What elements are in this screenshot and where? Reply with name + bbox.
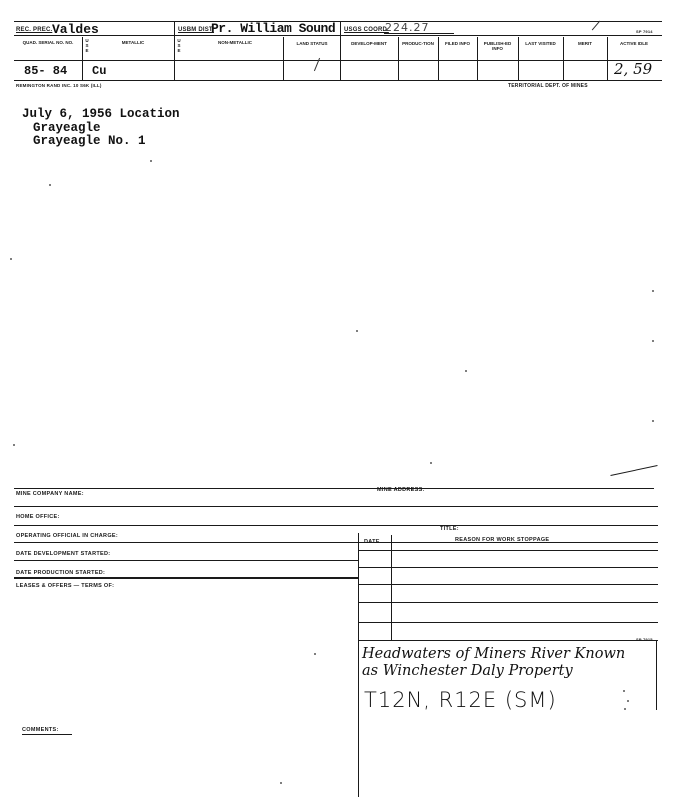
stoppage-rule xyxy=(358,640,658,641)
record-line-3: Grayeagle No. 1 xyxy=(33,134,146,148)
scan-speck xyxy=(465,370,467,372)
header-mid-rule xyxy=(14,35,662,36)
active-idle-value: 2, 59 xyxy=(614,60,653,78)
scan-speck xyxy=(623,690,625,692)
scan-speck xyxy=(627,700,629,702)
col-nonmetallic: NON-METALLIC xyxy=(218,40,252,45)
scan-speck xyxy=(314,653,316,655)
col-production: PRODUC-TION xyxy=(402,41,434,46)
divider xyxy=(340,21,341,80)
stoppage-rule xyxy=(358,622,658,623)
divider xyxy=(398,37,399,80)
col-last-visited: LAST VISITED xyxy=(525,41,556,46)
divider xyxy=(518,37,519,80)
title-label: TITLE: xyxy=(440,526,459,532)
form-code-top: SP 7914 xyxy=(636,29,653,34)
scan-speck xyxy=(13,444,15,446)
usgs-coord-value: 224.27 xyxy=(385,21,430,34)
scan-speck xyxy=(430,462,432,464)
leases-label: LEASES & OFFERS — TERMS OF: xyxy=(16,583,115,589)
col-use-nonmetallic: U S E xyxy=(177,38,181,53)
reason-column-label: REASON FOR WORK STOPPAGE xyxy=(455,537,550,543)
usbm-dist-value: Pr. William Sound xyxy=(211,21,336,36)
date-development-label: DATE DEVELOPMENT STARTED: xyxy=(16,551,111,557)
agency-label: TERRITORIAL DEPT. OF MINES xyxy=(508,83,588,89)
rec-prec-label: REC. PREC. xyxy=(16,27,53,33)
col-land-status: LAND STATUS xyxy=(296,41,328,46)
divider xyxy=(477,37,478,80)
form-rule xyxy=(14,542,658,543)
record-line-2: Grayeagle xyxy=(33,121,101,135)
header-top-rule xyxy=(14,21,662,22)
form-rule xyxy=(14,488,654,489)
col-use-metallic: U S E xyxy=(85,38,89,53)
scan-speck xyxy=(49,184,51,186)
col-merit: MERIT xyxy=(578,41,592,46)
scan-speck xyxy=(652,290,654,292)
divider xyxy=(283,37,284,80)
torn-edge-line xyxy=(610,465,657,476)
divider xyxy=(82,37,83,80)
quad-serial-value: 85- 84 xyxy=(24,64,68,78)
date-column-label: DATE xyxy=(364,539,380,545)
usgs-coord-label: USGS COORD. xyxy=(344,27,389,33)
header-row-rule xyxy=(14,60,662,61)
header-bottom-rule xyxy=(14,80,662,81)
col-active-idle: ACTIVE IDLE xyxy=(619,41,648,46)
col-quad-serial: QUAD. SERIAL NO. NO. xyxy=(22,40,74,45)
form-rule xyxy=(14,577,358,579)
divider xyxy=(563,37,564,80)
stoppage-rule xyxy=(358,567,658,568)
check-mark xyxy=(592,21,600,31)
form-code-bottom: SP 7915 xyxy=(636,637,653,642)
col-metallic: METALLIC xyxy=(121,40,145,45)
mine-address-label: MINE ADDRESS: xyxy=(377,487,425,493)
stoppage-rule xyxy=(358,550,658,551)
scan-speck xyxy=(624,708,626,710)
operating-official-label: OPERATING OFFICIAL IN CHARGE: xyxy=(16,533,118,539)
metallic-value: Cu xyxy=(92,64,107,78)
notes-line-2: as Winchester Daly Property xyxy=(362,663,573,679)
notes-right-edge xyxy=(656,640,657,710)
rec-prec-value: Valdes xyxy=(52,22,99,37)
center-divider xyxy=(358,533,359,797)
scan-speck xyxy=(652,420,654,422)
record-line-1: July 6, 1956 Location xyxy=(22,107,180,121)
divider xyxy=(607,37,608,80)
mine-company-name-label: MINE COMPANY NAME: xyxy=(16,491,84,497)
scan-speck xyxy=(280,782,282,784)
date-production-label: DATE PRODUCTION STARTED: xyxy=(16,570,106,576)
stoppage-rule xyxy=(358,602,658,603)
comments-underline xyxy=(22,734,72,735)
form-rule xyxy=(14,506,658,507)
col-published-info: PUBLISH-ED INFO xyxy=(483,41,512,51)
divider xyxy=(438,37,439,80)
scan-speck xyxy=(652,340,654,342)
scan-speck xyxy=(10,258,12,260)
printer-line: REMINGTON RAND INC. 10 S6K (ILL) xyxy=(16,83,102,88)
notes-line-3: T12N, R12E (SM) xyxy=(364,688,557,712)
usbm-dist-label: USBM DIST. xyxy=(178,27,215,33)
col-filed-info: FILED INFO xyxy=(445,41,470,46)
form-rule xyxy=(14,525,658,526)
form-rule xyxy=(14,560,358,561)
home-office-label: HOME OFFICE: xyxy=(16,514,60,520)
scan-speck xyxy=(356,330,358,332)
col-development: DEVELOP-MENT xyxy=(351,41,387,46)
comments-label: COMMENTS: xyxy=(22,727,59,733)
notes-line-1: Headwaters of Miners River Known xyxy=(362,646,626,662)
divider xyxy=(174,21,175,80)
coord-underline xyxy=(384,33,454,34)
scan-speck xyxy=(150,160,152,162)
stoppage-rule xyxy=(358,584,658,585)
